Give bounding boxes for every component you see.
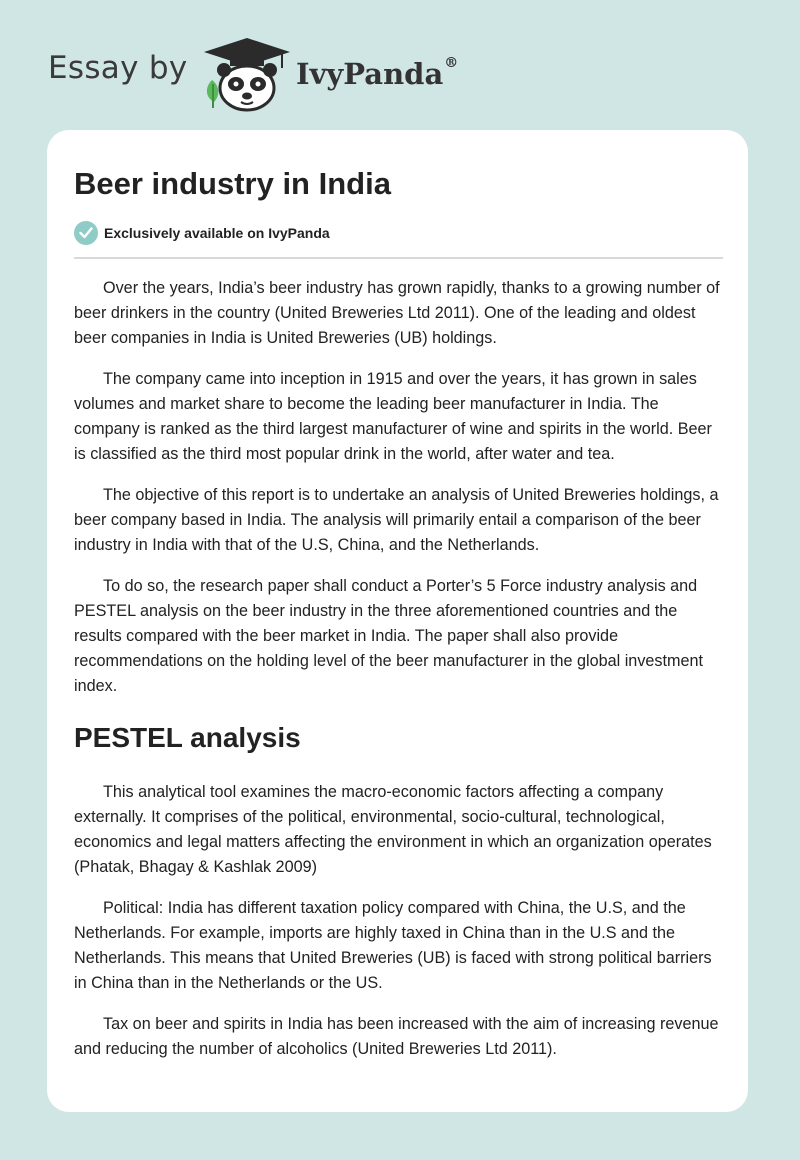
paragraph: The objective of this report is to undertake an analysis of United Breweries holdings, a beer company based in India. The analysis will primarily entail a comparison of the beer industry in India with that of the U.S, China, and the Netherlands. [74, 486, 719, 554]
paragraph: The company came into inception in 1915 and over the years, it has grown in sales volumes and market share to become the leading beer manufacturer in India. The company is ranked as the third largest manufacturer of wine and spirits in the world. Beer is classified as the third most popular drink in the world, after water and tea. [74, 370, 712, 463]
exclusive-badge [74, 220, 722, 246]
page-title: Beer industry in India [74, 166, 391, 201]
section-heading: PESTEL analysis [74, 722, 301, 753]
paragraph: To do so, the research paper shall conduct a Porter’s 5 Force industry analysis and PESTEL analysis on the beer industry in the three aforementioned countries and the results compared with the beer market in India. The paper shall also provide recommendations on the holding level of the beer manufacturer in the global investment index. [74, 577, 703, 695]
divider [74, 257, 723, 259]
brand-name[interactable]: IvyPanda® [296, 55, 459, 91]
essay-card [47, 130, 748, 1112]
paragraph: Over the years, India’s beer industry has grown rapidly, thanks to a growing number of beer drinkers in the country (United Breweries Ltd 2011). One of the leading and oldest beer companies in India is United Breweries (UB) holdings. [74, 279, 720, 347]
paragraph: Political: India has different taxation policy compared with China, the U.S, and the Netherlands. For example, imports are highly taxed in China than in the U.S and the Netherlands. This means that United Breweries (UB) is faced with strong political barriers in China than in the Netherlands or the US. [74, 899, 712, 992]
paragraph: This analytical tool examines the macro-economic factors affecting a company externally. It comprises of the political, environmental, socio-cultural, technological, economics and legal matters affecting the environment in which an organization operates (Phatak, Bhagay & Kashlak 2009) [74, 783, 712, 876]
badge-text: Exclusively available on IvyPanda [104, 225, 330, 241]
paragraph: Tax on beer and spirits in India has been increased with the aim of increasing revenue and reducing the number of alcoholics (United Breweries Ltd 2011). [74, 1015, 719, 1058]
check-circle-icon [74, 221, 98, 245]
panda-logo-icon[interactable] [200, 36, 295, 112]
essay-by-label: Essay by [48, 50, 188, 86]
site-header [48, 30, 648, 120]
registered-mark: ® [444, 55, 459, 71]
